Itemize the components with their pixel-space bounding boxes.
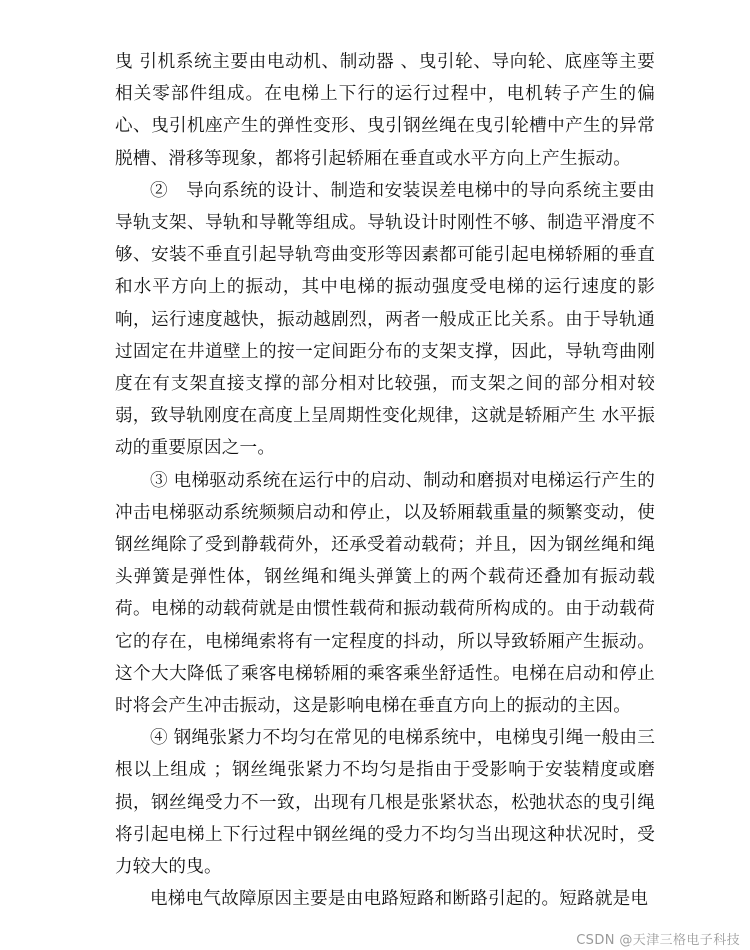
paragraph-rope-tension: ④ 钢绳张紧力不均匀在常见的电梯系统中，电梯曳引绳一般由三根以上组成 ；钢丝绳张紧力不均匀是指由于受影响于安装精度或磨损，钢丝绳受力不一致，出现有几根是张紧状态，松弛状态的曳引绳将引起电梯上下行过程中钢丝绳的受力不均匀当出现这种状况时，受力较大的曳。 [115,728,655,878]
paragraph-traction-machine: 曳 引机系统主要由电动机、制动器 、曳引轮、导向轮、底座等主要相关零部件组成。在电梯上下行的运行过程中，电机转子产生的偏心、曳引机座产生的弹性变形、曳引钢丝绳在曳引轮槽中产生的异常脱槽、滑移等现象，都将引起轿厢在垂直或水平方向上产生振动。 [115,52,655,169]
paragraph-drive-system: ③ 电梯驱动系统在运行中的启动、制动和磨损对电梯运行产生的冲击电梯驱动系统频频启动和停止，以及轿厢载重量的频繁变动，使钢丝绳除了受到静载荷外，还承受着动载荷；并且，因为钢丝绳和绳头弹簧是弹性体，钢丝绳和绳头弹簧上的两个载荷还叠加有振动载荷。电梯的动载荷就是由惯性载荷和振动载荷所构成的。由于动载荷它的存在，电梯绳索将有一定程度的抖动，所以导致轿厢产生振动。这个大大降低了乘客电梯轿厢的乘客乘坐舒适性。电梯在启动和停止时将会产生冲击振动，这是影响电梯在垂直方向上的振动的主因。 [115,470,655,717]
paragraph-guide-system: ② 导向系统的设计、制造和安装误差电梯中的导向系统主要由导轨支架、导轨和导靴等组成。导轨设计时刚性不够、制造平滑度不够、安装不垂直引起导轨弯曲变形等因素都可能引起电梯轿厢的垂直和水平方向上的振动，其中电梯的振动强度受电梯的运行速度的影响，运行速度越快，振动越剧烈，两者一般成正比关系。由于导轨通过固定在井道壁上的按一定间距分布的支架支撑，因此，导轨弯曲刚度在有支架直接支撑的部分相对比较强，而支架之间的部分相对较弱，致导轨刚度在高度上呈周期性变化规律，这就是轿厢产生 水平振动的重要原因之一。 [115,180,655,459]
csdn-watermark: CSDN @天津三格电子科技 [576,933,740,948]
paragraph-electrical-fault: 电梯电气故障原因主要是由电路短路和断路引起的。短路就是电 [150,889,649,910]
document-body [115,46,655,915]
